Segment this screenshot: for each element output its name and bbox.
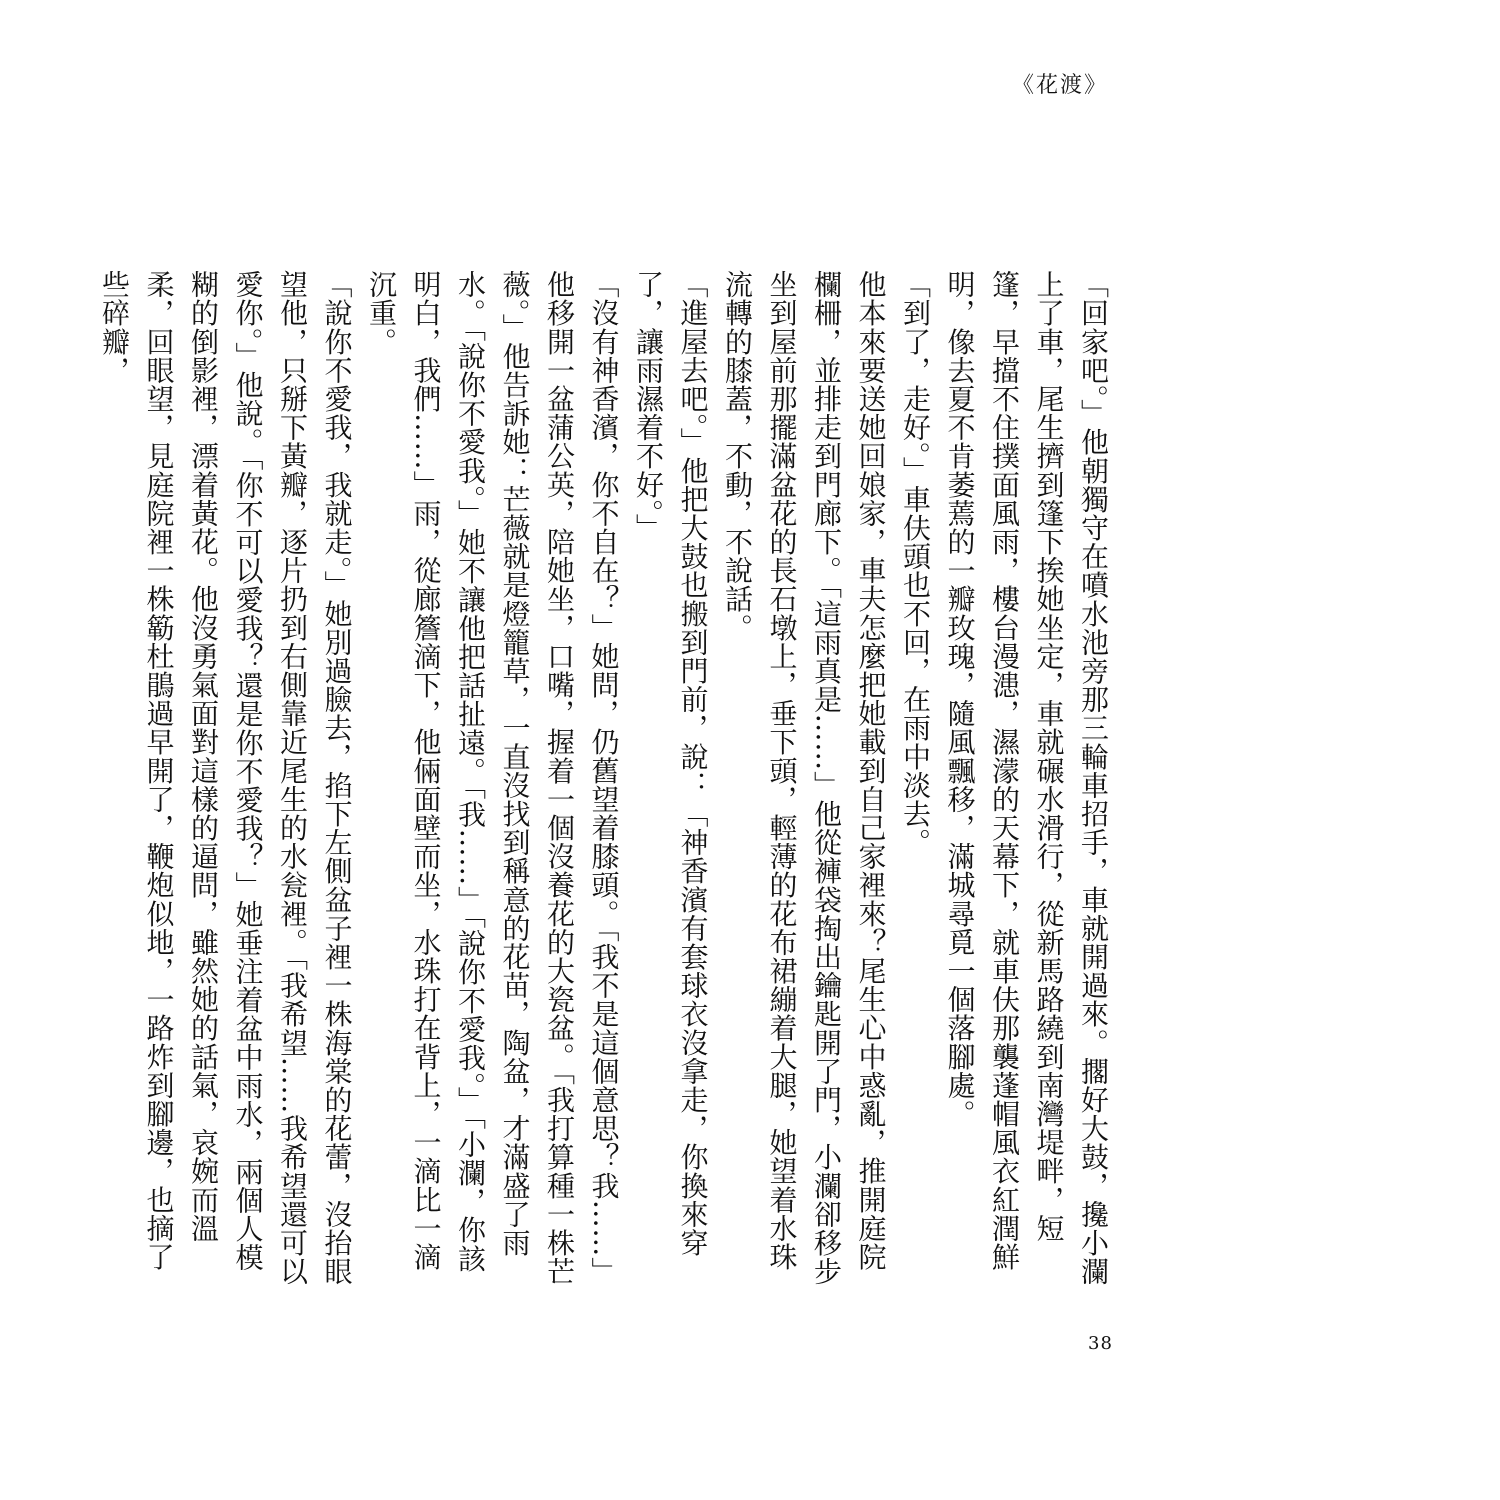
- running-title: 《花渡》: [1011, 73, 1108, 98]
- paragraph: 「到了，走好。」車伕頭也不回，在雨中淡去。: [899, 270, 932, 857]
- paragraph: 「回家吧。」他朝獨守在噴水池旁那三輪車招手，車就開過來。擱好大鼓，攙小瀾上了車，尾生擠到篷下挨她坐定，車就碾水滑行，從新馬路繞到南灣堤畔，短篷，早擋不住撲面風雨，樓台漫漶，濕濛的天幕下，就車伕那襲蓬帽風衣紅潤鮮明，像去夏不肯萎蔫的一瓣玫瑰，隨風飄移，滿城尋覓一個落腳處。: [943, 270, 1110, 1286]
- page-number: 38: [1088, 1333, 1113, 1354]
- paragraph: 「沒有神香濱，你不自在？」她問，仍舊望着膝頭。「我不是這個意思？我……」他移開一盆蒲公英，陪她坐，口嘴，握着一個沒養花的大瓷盆。「我打算種一株芒薇。」他告訴她：芒薇就是燈籠草，一直沒找到稱意的花苗，陶盆，才滿盛了雨水。「說你不愛我。」她不讓他把話扯遠。「我……」「說你不愛我。」「小瀾，你該明白，我們……」雨，從廊簷滴下，他倆面壁而坐，水珠打在背上，一滴比一滴沉重。: [365, 270, 621, 1286]
- paragraph: 「進屋去吧。」他把大鼓也搬到門前，說：「神香濱有套球衣沒拿走，你換來穿了，讓雨濕着不好。」: [632, 270, 710, 1257]
- paragraph: 「說你不愛我，我就走。」她別過臉去，掐下左側盆子裡一株海棠的花蕾，沒抬眼望他，只掰下黃瓣，逐片扔到右側靠近尾生的水瓮裡。「我希望……我希望還可以愛你。」他說。「你不可以愛我？還是你不愛我？」她垂注着盆中雨水，兩個人模糊的倒影裡，漂着黃花。他沒勇氣面對這樣的逼問，雖然她的話氣，哀婉而溫柔，回眼望，見庭院裡一株簕杜鵑過早開了，鞭炮似地，一路炸到腳邊，也摘了些碎瓣，: [98, 270, 354, 1286]
- vertical-body-text: [98, 270, 1115, 1290]
- paragraph: 他本來要送她回娘家，車夫怎麼把她載到自己家裡來？尾生心中惑亂，推開庭院欄柵，並排走到門廊下。「這雨真是……」他從褲袋掏出鑰匙開了門，小瀾卻移步坐到屋前那擺滿盆花的長石墩上，垂下頭，輕薄的花布裙繃着大腿，她望着水珠流轉的膝蓋，不動，不說話。: [721, 270, 888, 1286]
